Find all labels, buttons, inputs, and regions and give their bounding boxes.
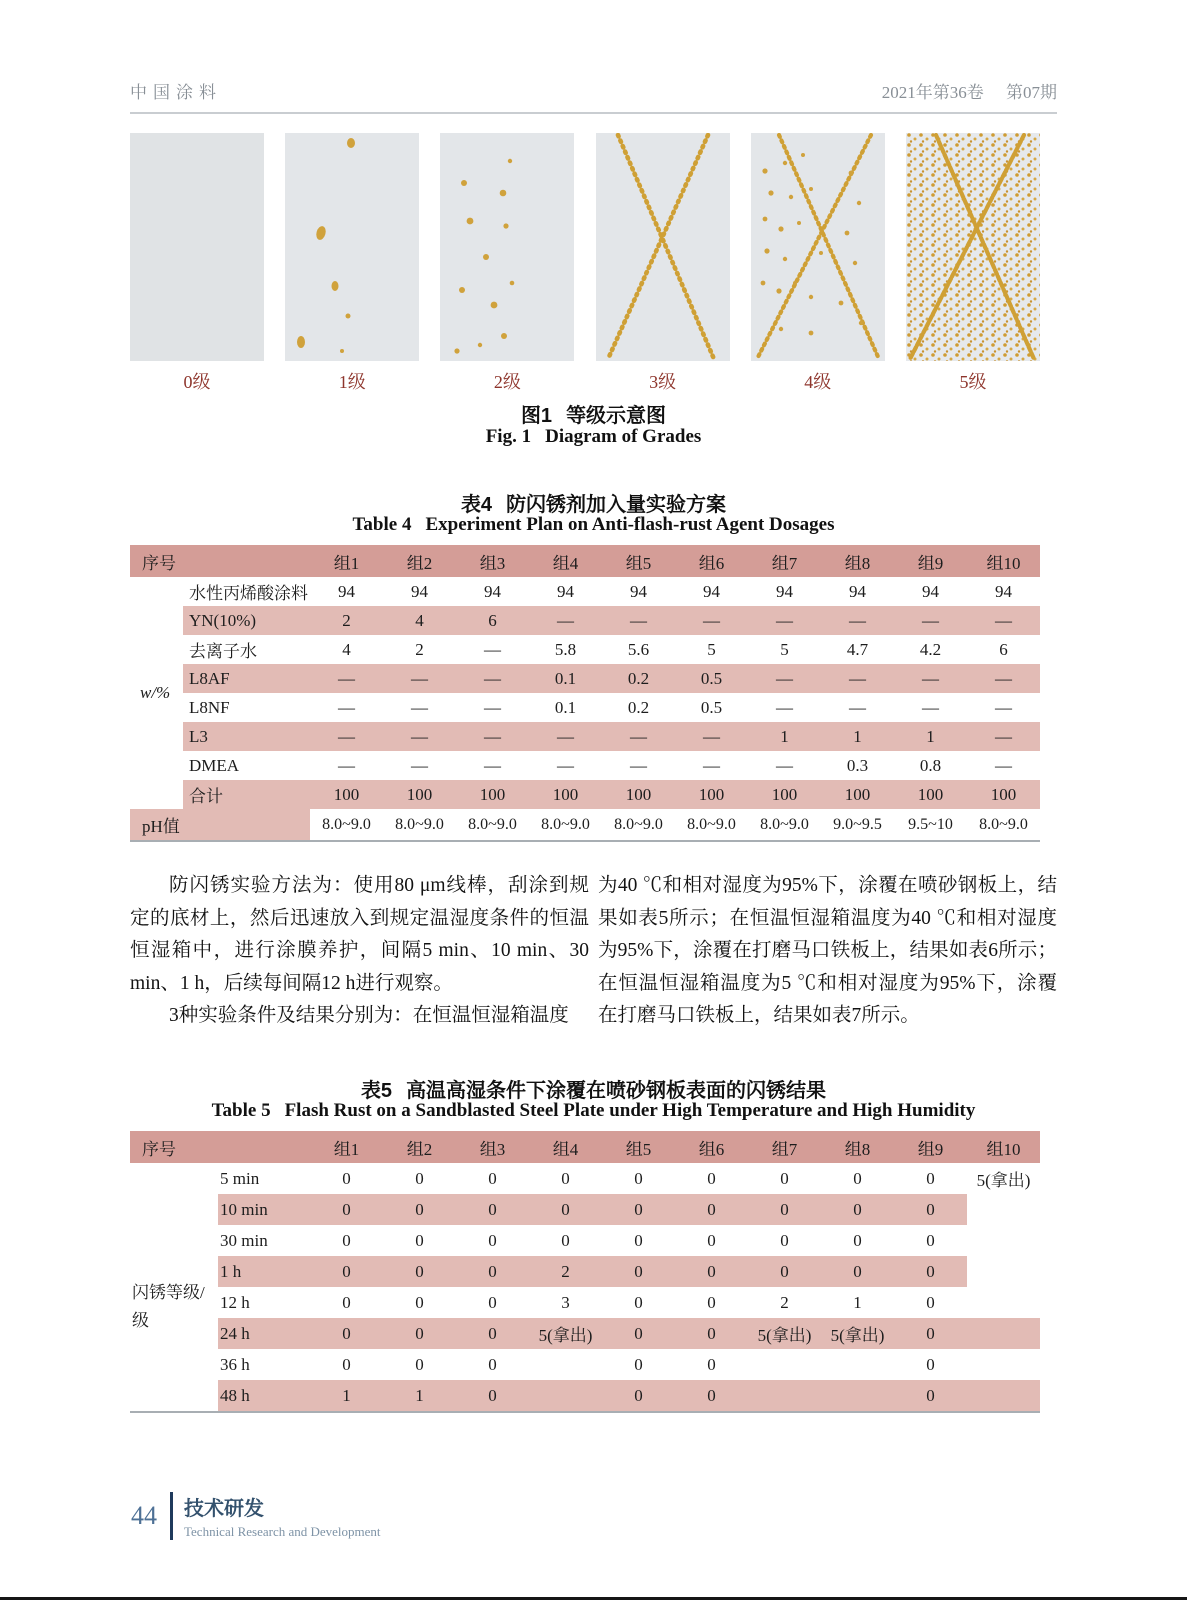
table-cell: 2	[415, 639, 424, 659]
row-spacer	[130, 1380, 218, 1411]
table-cell: —	[456, 722, 529, 751]
body-paragraph-2-right: 为40 ℃和相对湿度为95%下，涂覆在喷砂钢板上，结果如表5所示；在恒温恒湿箱温度为40 ℃和相对湿度为95%下，涂覆在打磨马口铁板上，结果如表6所示；在恒温恒湿箱温度为5 ℃和相对湿度为95%下，涂覆在打磨马口铁板上，结果如表7所示。	[598, 875, 1057, 1027]
journal-name: 中国涂料	[130, 83, 222, 102]
group-header: 组4	[552, 1139, 579, 1159]
table5-header-row	[130, 1131, 1040, 1163]
body-column-left	[130, 870, 589, 1033]
table-cell: —	[967, 664, 1040, 693]
table-cell: —	[967, 606, 1040, 635]
footer-section-cn: 技术研发	[184, 1498, 264, 1520]
table-cell: 94	[338, 581, 355, 601]
ph-value-cell: 9.5~10	[908, 815, 953, 833]
table-cell: 0	[602, 1194, 675, 1225]
table5-title-en-text: Flash Rust on a Sandblasted Steel Plate under High Temperature and High Humidity	[284, 1100, 976, 1121]
row-spacer	[130, 1163, 218, 1194]
group-header: 组6	[698, 553, 725, 573]
table-cell: 0	[415, 1168, 424, 1188]
footer-section-en: Technical Research and Development	[184, 1524, 381, 1539]
ph-row-label: pH值	[130, 809, 310, 840]
body-paragraph-2-left: 3种实验条件及结果分别为：在恒温恒湿箱温度	[169, 1005, 569, 1027]
table-cell: 94	[849, 581, 866, 601]
table-cell: 0	[488, 1292, 497, 1312]
table-cell: 0	[310, 1318, 383, 1349]
table-cell: 2	[780, 1292, 789, 1312]
table-cell: 0	[415, 1354, 424, 1374]
table-cell: 94	[630, 581, 647, 601]
table-cell: —	[529, 722, 602, 751]
table-cell	[967, 1349, 1040, 1380]
group-header: 组2	[406, 1139, 433, 1159]
grade-figure-3	[596, 133, 730, 394]
table-row	[130, 1225, 1040, 1256]
table-cell: —	[484, 639, 501, 659]
table-row	[130, 1380, 1040, 1411]
table-cell: 0	[675, 1380, 748, 1411]
table-cell: 5.6	[627, 639, 650, 659]
table-cell: 0	[415, 1292, 424, 1312]
table-cell: 0	[780, 1230, 789, 1250]
table5	[130, 1131, 1040, 1413]
table-cell: —	[484, 755, 501, 775]
table4-header-row	[130, 545, 1040, 577]
group-header: 组7	[771, 553, 798, 573]
table-cell: 5(拿出)	[976, 1171, 1031, 1190]
table-cell: 0	[821, 1256, 894, 1287]
table4-title-en-text: Experiment Plan on Anti-flash-rust Agent Dosages	[425, 514, 835, 535]
table-cell	[821, 1380, 894, 1411]
table-cell: 0	[529, 1194, 602, 1225]
table-cell: 1	[894, 722, 967, 751]
table4-title-en	[0, 514, 1187, 536]
table-cell: 0.3	[846, 755, 869, 775]
table-cell: 0	[383, 1256, 456, 1287]
table4-title-cn	[0, 488, 1187, 517]
table-cell: 0	[602, 1256, 675, 1287]
table-cell: —	[602, 722, 675, 751]
table-cell: —	[602, 606, 675, 635]
table-cell: 0	[707, 1168, 716, 1188]
table-cell: 0	[707, 1292, 716, 1312]
table-cell	[967, 1287, 1040, 1318]
table-cell	[967, 1380, 1040, 1411]
table-row	[130, 606, 1040, 635]
table-cell: 0	[342, 1292, 351, 1312]
table5-title-en	[0, 1100, 1187, 1122]
group-header: 组3	[479, 1139, 506, 1159]
table-cell: 3	[561, 1292, 570, 1312]
table-row	[130, 635, 1040, 664]
table-cell: —	[995, 755, 1012, 775]
table-cell: —	[995, 697, 1012, 717]
group-header: 组4	[552, 553, 579, 573]
row-spacer	[130, 635, 183, 664]
table-cell: 0	[602, 1380, 675, 1411]
ph-row	[130, 809, 1040, 842]
table-cell	[529, 1380, 602, 1411]
table-cell: —	[383, 722, 456, 751]
table-row	[130, 780, 1040, 809]
grade-label: 3级	[649, 372, 677, 392]
table-cell: 0	[853, 1168, 862, 1188]
ph-value-cell: 8.0~9.0	[614, 815, 663, 833]
row-spacer	[130, 722, 183, 751]
ph-value-cell: 8.0~9.0	[468, 815, 517, 833]
group-header: 组2	[406, 553, 433, 573]
table-cell: —	[894, 606, 967, 635]
grade-5-image	[906, 133, 1040, 361]
table-cell: 0	[310, 1194, 383, 1225]
corner-header: 序号	[142, 1139, 176, 1159]
table-row	[130, 751, 1040, 780]
table-cell: 0	[456, 1318, 529, 1349]
table-cell: 0	[342, 1354, 351, 1374]
table5-title-en-prefix: Table 5	[211, 1100, 271, 1121]
table-cell: 0	[780, 1168, 789, 1188]
table-cell: —	[484, 697, 501, 717]
table-row	[130, 1256, 1040, 1287]
group-header: 组9	[917, 1139, 944, 1159]
row-spacer	[130, 1225, 218, 1256]
row-label: 36 h	[220, 1354, 250, 1374]
figure1-caption-en-text: Diagram of Grades	[545, 426, 702, 447]
group-header: 组8	[844, 553, 871, 573]
ph-value-cell: 8.0~9.0	[541, 815, 590, 833]
table-row	[130, 1318, 1040, 1349]
table-cell: 0	[561, 1168, 570, 1188]
table-cell: 0	[488, 1230, 497, 1250]
table-cell: 0	[634, 1354, 643, 1374]
table-cell: 0	[894, 1380, 967, 1411]
table-cell: —	[675, 606, 748, 635]
table-cell: 0	[634, 1168, 643, 1188]
table-row	[130, 722, 1040, 751]
row-label: DMEA	[189, 755, 240, 775]
figure1-caption-cn-text: 等级示意图	[566, 405, 667, 427]
row-label: 12 h	[220, 1292, 250, 1312]
table-cell: 0	[488, 1168, 497, 1188]
ph-value-cell: 8.0~9.0	[322, 815, 371, 833]
table-cell: 4	[342, 639, 351, 659]
table-cell: 2	[310, 606, 383, 635]
table-cell: —	[529, 606, 602, 635]
table4	[130, 545, 1040, 842]
table-cell: —	[776, 755, 793, 775]
row-label: L8AF	[183, 664, 310, 693]
table-cell: —	[703, 755, 720, 775]
grade-3-image	[596, 133, 730, 361]
table-cell: 100	[675, 780, 748, 809]
table-cell: 0.2	[627, 697, 650, 717]
table-row	[130, 1194, 1040, 1225]
grade-figure-0	[130, 133, 264, 394]
row-label: L8NF	[189, 697, 230, 717]
table-cell: 0	[456, 1380, 529, 1411]
row-label: 合计	[183, 780, 310, 809]
table-cell: 0.1	[529, 664, 602, 693]
row-label: 10 min	[218, 1194, 310, 1225]
table5-title-cn	[0, 1074, 1187, 1103]
table-cell: 1	[310, 1380, 383, 1411]
table-row	[130, 693, 1040, 722]
row-spacer	[130, 1349, 218, 1380]
table-cell: 0	[456, 1194, 529, 1225]
row-label: 水性丙烯酸涂料	[189, 584, 308, 603]
table-cell: 100	[383, 780, 456, 809]
table-cell	[967, 1256, 1040, 1287]
grade-label: 4级	[804, 372, 832, 392]
table-cell: 0	[926, 1168, 935, 1188]
table-cell: 4.7	[846, 639, 869, 659]
table-cell: 0	[383, 1318, 456, 1349]
table-cell: 100	[967, 780, 1040, 809]
table-cell: 1	[383, 1380, 456, 1411]
issue-info	[864, 78, 1057, 103]
table4-title-cn-prefix: 表4	[460, 494, 493, 516]
ph-value-cell: 9.0~9.5	[833, 815, 882, 833]
table-cell: 0	[634, 1230, 643, 1250]
table-cell	[821, 1349, 894, 1380]
row-label: L3	[183, 722, 310, 751]
table-cell: 0	[415, 1230, 424, 1250]
table-cell: —	[310, 664, 383, 693]
table-cell: —	[922, 697, 939, 717]
table-cell: 0	[675, 1256, 748, 1287]
table-cell: 4.2	[919, 639, 942, 659]
table-cell	[967, 1194, 1040, 1225]
table-cell: 94	[995, 581, 1012, 601]
group-header: 组7	[771, 1139, 798, 1159]
table-cell: 0	[602, 1318, 675, 1349]
grade-label: 0级	[183, 372, 211, 392]
grade-label: 1级	[338, 372, 366, 392]
row-label: 48 h	[218, 1380, 310, 1411]
group-header: 组5	[625, 1139, 652, 1159]
figure1-grade-strip	[130, 133, 1040, 394]
table-cell: —	[557, 755, 574, 775]
table-cell: —	[338, 697, 355, 717]
table-cell: 100	[748, 780, 821, 809]
table4-body	[130, 577, 1040, 809]
table-cell: 100	[821, 780, 894, 809]
table-cell: 94	[703, 581, 720, 601]
table-cell: —	[383, 664, 456, 693]
unit-label: w/%	[140, 683, 171, 702]
group-header: 组1	[333, 553, 360, 573]
figure1-caption-cn-prefix: 图1	[520, 405, 553, 427]
page-footer	[131, 1492, 381, 1540]
row-spacer	[130, 751, 183, 780]
table-cell: —	[411, 697, 428, 717]
table-cell	[529, 1349, 602, 1380]
table-cell: 5(拿出)	[821, 1318, 894, 1349]
table-cell	[967, 1318, 1040, 1349]
row-label: YN(10%)	[183, 606, 310, 635]
table-cell: 6	[456, 606, 529, 635]
issue-volume: 2021年第36卷	[881, 83, 984, 102]
table-cell: 100	[602, 780, 675, 809]
ph-value-cell: 8.0~9.0	[979, 815, 1028, 833]
page-number: 44	[131, 1501, 157, 1530]
group-header: 组5	[625, 553, 652, 573]
row-label: 30 min	[220, 1230, 268, 1250]
table-cell: 0	[707, 1354, 716, 1374]
table-cell: 0	[342, 1230, 351, 1250]
table-cell: 0	[488, 1354, 497, 1374]
table-cell: 0	[926, 1230, 935, 1250]
table-cell: 100	[894, 780, 967, 809]
ph-value-cell: 8.0~9.0	[395, 815, 444, 833]
table-cell: —	[821, 606, 894, 635]
table-row	[130, 1349, 1040, 1380]
table-cell: —	[821, 664, 894, 693]
table-cell: 0	[456, 1256, 529, 1287]
table-cell: —	[338, 755, 355, 775]
table-cell: 5(拿出)	[529, 1318, 602, 1349]
body-paragraph-1: 防闪锈实验方法为：使用80 μm线棒，刮涂到规定的底材上，然后迅速放入到规定温湿度条件的恒温恒湿箱中，进行涂膜养护，间隔5 min、10 min、30 min、1 h，后续每间隔12 h进行观察。	[130, 875, 589, 994]
table-cell: 4	[383, 606, 456, 635]
group-header: 组1	[333, 1139, 360, 1159]
grade-label: 2级	[493, 372, 521, 392]
table-cell: 0	[383, 1194, 456, 1225]
table-cell	[748, 1349, 821, 1380]
ph-value-cell: 8.0~9.0	[687, 815, 736, 833]
footer-divider	[170, 1492, 173, 1540]
body-column-right	[598, 870, 1057, 1033]
table5-title-cn-text: 高温高湿条件下涂覆在喷砂钢板表面的闪锈结果	[406, 1080, 827, 1102]
grade-2-image	[440, 133, 574, 361]
table-cell: 0	[894, 1194, 967, 1225]
table-cell: 94	[557, 581, 574, 601]
table-cell	[748, 1380, 821, 1411]
group-header: 组6	[698, 1139, 725, 1159]
table-cell: —	[776, 697, 793, 717]
issue-number: 第07期	[1006, 83, 1057, 102]
row-label: 去离子水	[189, 642, 257, 661]
figure1-caption-en-prefix: Fig. 1	[485, 426, 532, 447]
group-header: 组10	[986, 553, 1021, 573]
table-cell: —	[894, 664, 967, 693]
group-header: 组9	[917, 553, 944, 573]
table-cell: 94	[484, 581, 501, 601]
table-cell: 0	[342, 1168, 351, 1188]
row-label: 5 min	[220, 1168, 260, 1188]
table-cell: —	[630, 755, 647, 775]
figure1-caption-cn	[0, 399, 1187, 428]
grade-figure-2	[440, 133, 574, 394]
row-spacer	[130, 780, 183, 809]
table5-title-cn-prefix: 表5	[360, 1080, 393, 1102]
table-cell: 94	[922, 581, 939, 601]
table-cell: 0.1	[554, 697, 577, 717]
group-header: 组8	[844, 1139, 871, 1159]
table-cell: 0	[926, 1292, 935, 1312]
table-cell: 94	[776, 581, 793, 601]
table-cell: 1	[821, 722, 894, 751]
table-row	[130, 664, 1040, 693]
figure1-caption-en	[0, 426, 1187, 448]
table-cell: —	[748, 664, 821, 693]
table-cell: —	[849, 697, 866, 717]
table-cell: 5(拿出)	[748, 1318, 821, 1349]
grade-4-image	[751, 133, 885, 361]
table-cell: 1	[748, 722, 821, 751]
table-row	[130, 1163, 1040, 1194]
group-header: 组10	[986, 1139, 1021, 1159]
table-cell: 0	[634, 1292, 643, 1312]
table-cell: —	[411, 755, 428, 775]
table-cell: 0.5	[700, 697, 723, 717]
table-cell: 100	[456, 780, 529, 809]
table-cell	[967, 1225, 1040, 1256]
table-cell: 0.2	[602, 664, 675, 693]
table-cell: 94	[411, 581, 428, 601]
table-cell: 5	[707, 639, 716, 659]
table-cell: 0	[853, 1230, 862, 1250]
table-cell: —	[967, 722, 1040, 751]
table-cell: 0	[894, 1256, 967, 1287]
row-label: 24 h	[218, 1318, 310, 1349]
table-cell: 6	[999, 639, 1008, 659]
grade-label: 5级	[959, 372, 987, 392]
corner-header: 序号	[142, 553, 176, 573]
table-cell: 0	[894, 1318, 967, 1349]
table-cell: 0	[748, 1256, 821, 1287]
table-row	[130, 577, 1040, 606]
table4-title-cn-text: 防闪锈剂加入量实验方案	[506, 494, 727, 516]
row-spacer	[130, 577, 183, 606]
grade-figure-1	[285, 133, 419, 394]
ph-value-cell: 8.0~9.0	[760, 815, 809, 833]
table-cell: —	[456, 664, 529, 693]
table-cell: —	[748, 606, 821, 635]
table-cell: 0	[821, 1194, 894, 1225]
grade-1-image	[285, 133, 419, 361]
table-cell: 0.5	[675, 664, 748, 693]
row-group-label: 闪锈等级/级	[132, 1283, 205, 1330]
table-cell: 0	[561, 1230, 570, 1250]
page-header	[130, 78, 1057, 114]
table4-title-en-prefix: Table 4	[352, 514, 412, 535]
row-label: 1 h	[218, 1256, 310, 1287]
table-cell: 2	[529, 1256, 602, 1287]
table-cell: 100	[529, 780, 602, 809]
table-cell: —	[310, 722, 383, 751]
table-cell: 0	[675, 1318, 748, 1349]
table-cell: 0	[926, 1354, 935, 1374]
table-cell: 5	[780, 639, 789, 659]
table-cell: 0	[748, 1194, 821, 1225]
grade-figure-4	[751, 133, 885, 394]
table-cell: 0	[675, 1194, 748, 1225]
row-spacer	[130, 606, 183, 635]
row-spacer	[130, 1194, 218, 1225]
grade-0-image	[130, 133, 264, 361]
table-cell: 100	[310, 780, 383, 809]
table-row	[130, 1287, 1040, 1318]
table-cell: —	[675, 722, 748, 751]
table5-body	[130, 1163, 1040, 1413]
table-cell: 0	[707, 1230, 716, 1250]
table-cell: 5.8	[554, 639, 577, 659]
table-cell: 1	[853, 1292, 862, 1312]
table-cell: 0.8	[919, 755, 942, 775]
table-cell: 0	[310, 1256, 383, 1287]
grade-figure-5	[906, 133, 1040, 394]
group-header: 组3	[479, 553, 506, 573]
